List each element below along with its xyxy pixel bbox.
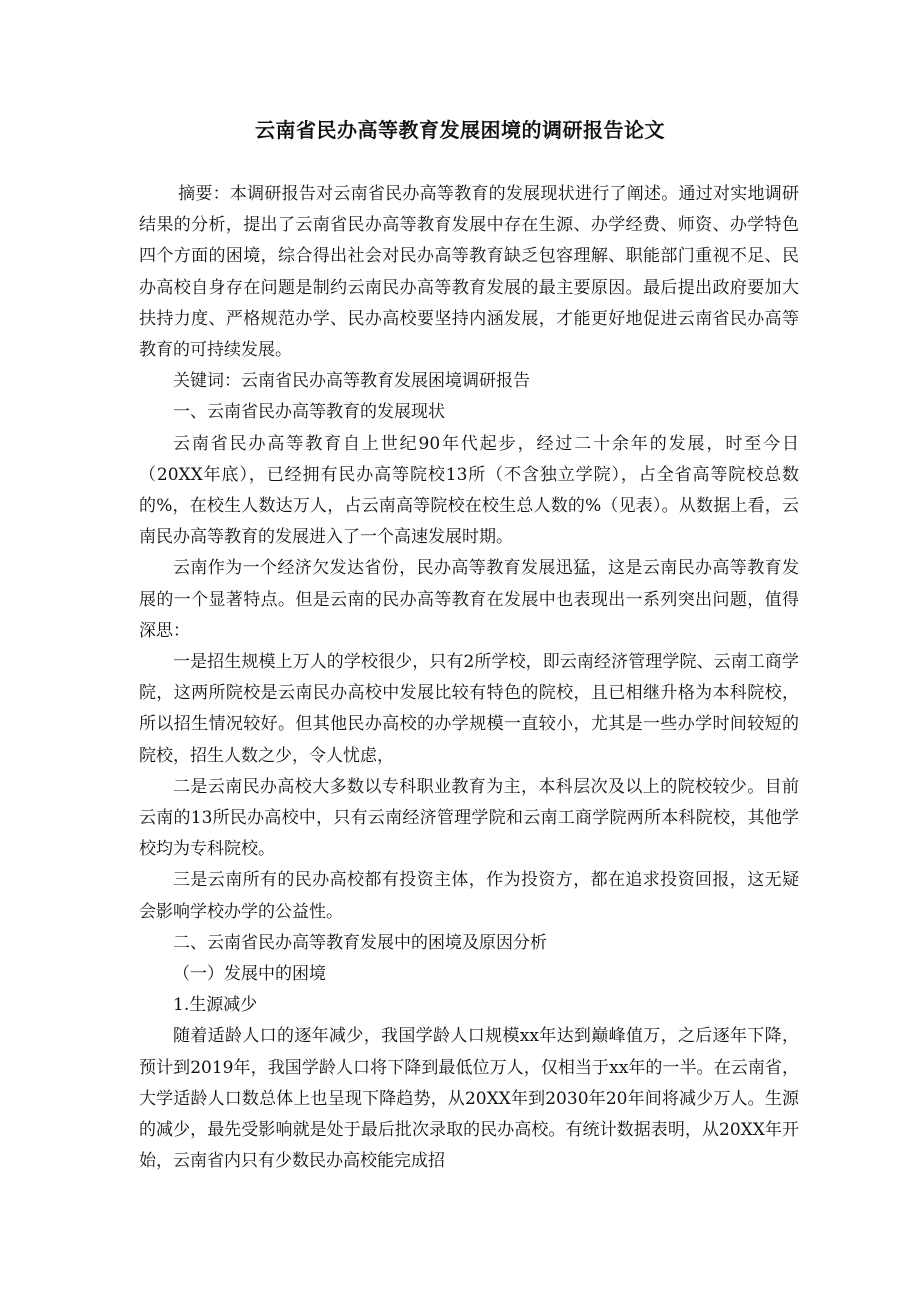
section-heading-1: 一、云南省民办高等教育的发展现状: [173, 402, 445, 423]
body-paragraph: 云南省民办高等教育自上世纪90年代起步，经过二十余年的发展，时至今日（20XX年底），已经拥有民办高等院校13所（不含独立学院），占全省高等院校总数的%，在校生人数达万人，占云南高等院校在校生总人数的%（见表）。从数据上看，云南民办高等教育的发展进入了一个高速发展时期。: [139, 433, 799, 548]
body-paragraph: 云南作为一个经济欠发达省份，民办高等教育发展迅猛，这是云南民办高等教育发展的一个显著特点。但是云南的民办高等教育在发展中也表现出一系列突出问题，值得深思：: [139, 558, 799, 641]
subsection-heading: （一）发展中的困境: [173, 964, 326, 985]
keywords-line: 关键词：云南省民办高等教育发展困境调研报告: [173, 371, 530, 392]
document-title: 云南省民办高等教育发展困境的调研报告论文: [255, 118, 665, 142]
section-heading-2: 二、云南省民办高等教育发展中的困境及原因分析: [173, 932, 547, 953]
body-paragraph: 三是云南所有的民办高校都有投资主体，作为投资方，都在追求投资回报，这无疑会影响学校办学的公益性。: [139, 870, 799, 922]
body-paragraph: 二是云南民办高校大多数以专科职业教育为主，本科层次及以上的院校较少。目前云南的13所民办高校中，只有云南经济管理学院和云南工商学院两所本科院校，其他学校均为专科院校。: [139, 776, 799, 860]
abstract-paragraph: 摘要：本调研报告对云南省民办高等教育的发展现状进行了阐述。通过对实地调研结果的分析，提出了云南省民办高等教育发展中存在生源、办学经费、师资、办学特色四个方面的困境，综合得出社会对民办高等教育缺乏包容理解、职能部门重视不足、民办高校自身存在问题是制约云南民办高等教育发展的最主要原因。最后提出政府要加大扶持力度、严格规范办学、民办高校要坚持内涵发展，才能更好地促进云南省民办高等教育的可持续发展。: [139, 184, 799, 361]
numbered-heading: 1.生源减少: [173, 995, 258, 1016]
body-paragraph: 一是招生规模上万人的学校很少，只有2所学校，即云南经济管理学院、云南工商学院，这两所院校是云南民办高校中发展比较有特色的院校，且已相继升格为本科院校，所以招生情况较好。但其他民办高校的办学规模一直较小，尤其是一些办学时间较短的院校，招生人数之少，令人忧虑，: [139, 652, 799, 766]
body-paragraph: 随着适龄人口的逐年减少，我国学龄人口规模xx年达到巅峰值万，之后逐年下降，预计到2019年，我国学龄人口将下降到最低位万人，仅相当于xx年的一半。在云南省，大学适龄人口数总体上也呈现下降趋势，从20XX年到2030年20年间将减少万人。生源的减少，最先受影响就是处于最后批次录取的民办高校。有统计数据表明，从20XX年开始，云南省内只有少数民办高校能完成招: [139, 1026, 799, 1172]
document-body: [139, 179, 799, 1178]
